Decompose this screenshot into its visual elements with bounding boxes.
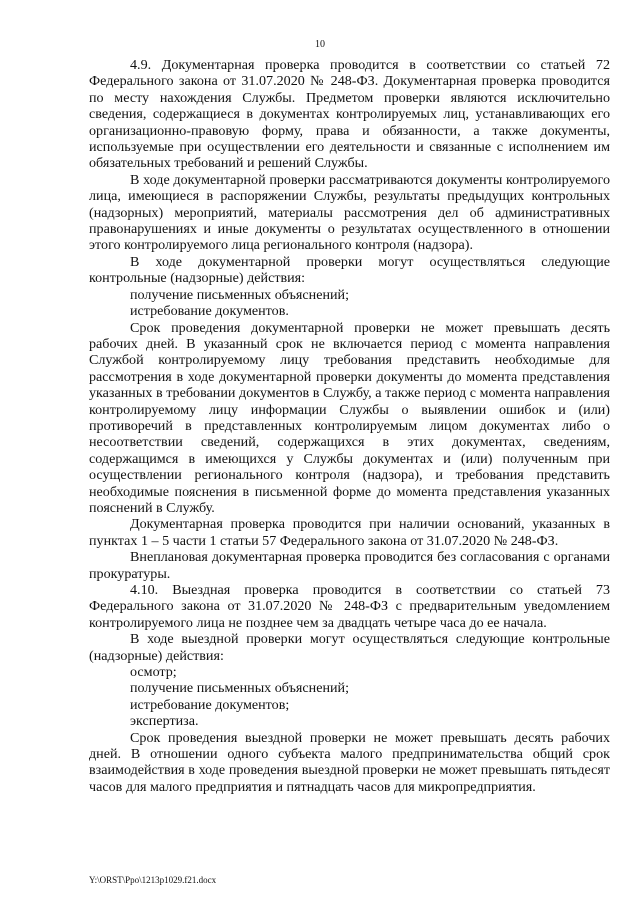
list-item: получение письменных объяснений; <box>130 286 349 303</box>
list-item: истребование документов; <box>130 696 290 713</box>
paragraph-documentary-scope: В ходе документарной проверки рассматриваются документы контролируемого лица, имеющиеся в распоряжении Службы, результаты предыдущих контрольных (надзорных) мероприятий, материалы рассмотрения дел об административных правонарушениях и иные документы о результатах осуществленного в отношении этого контролируемого лица регионального контроля (надзора). <box>89 171 610 254</box>
list-item: истребование документов. <box>130 303 289 320</box>
list-item: экспертиза. <box>130 713 199 730</box>
paragraph-documentary-grounds: Документарная проверка проводится при наличии оснований, указанных в пунктах 1 – 5 части 1 статьи 57 Федерального закона от 31.07.2020 № 248-ФЗ. <box>89 516 610 549</box>
list-item: получение письменных объяснений; <box>130 680 349 697</box>
document-body <box>89 57 610 795</box>
paragraph-4-10: 4.10. Выездная проверка проводится в соответствии со статьей 73 Федерального закона от 31.07.2020 № 248-ФЗ с предварительным уведомлением контролируемого лица не позднее чем за двадцать четыре часа до ее начала. <box>89 582 610 631</box>
paragraph-field-term: Срок проведения выездной проверки не может превышать десять рабочих дней. В отношении одного субъекта малого предпринимательства общий срок взаимодействия в ходе проведения выездной проверки не может превышать пятьдесят часов для малого предприятия и пятнадцать часов для микропредприятия. <box>89 729 610 795</box>
paragraph-field-actions: В ходе выездной проверки могут осуществляться следующие контрольные (надзорные) действия: <box>89 631 610 664</box>
paragraph-documentary-term: Срок проведения документарной проверки не может превышать десять рабочих дней. В указанный срок не включается период с момента направления Службой контролируемому лицу требования представить необходимые для рассмотрения в ходе документарной проверки документы до момента представления указанных в требовании документов в Службу, а также период с момента направления контролируемому лицу информации Службы о выявлении ошибок и (или) противоречий в представленных контролируемым лицом документах либо о несоответствии сведений, содержащихся в этих документах, сведениям, содержащимся в имеющихся у Службы документах и (или) полученным при осуществлении регионального контроля (надзора), и требования представить необходимые пояснения в письменной форме до момента представления указанных пояснений в Службу. <box>89 319 610 516</box>
paragraph-4-9: 4.9. Документарная проверка проводится в соответствии со статьей 72 Федерального закона от 31.07.2020 № 248-ФЗ. Документарная проверка проводится по месту нахождения Службы. Предметом проверки являются исключительно сведения, содержащиеся в документах контролируемых лиц, устанавливающих его организационно-правовую форму, права и обязанности, а также документы, используемые при осуществлении его деятельности и связанные с исполнением им обязательных требований и решений Службы. <box>89 57 610 172</box>
paragraph-unscheduled: Внеплановая документарная проверка проводится без согласования с органами прокуратуры. <box>89 549 610 582</box>
footer-file-path: Y:\ORST\Ppo\1213p1029.f21.docx <box>89 875 217 885</box>
list-item: осмотр; <box>130 664 177 681</box>
paragraph-documentary-actions: В ходе документарной проверки могут осуществляться следующие контрольные (надзорные) действия: <box>89 253 610 287</box>
page-number: 10 <box>315 39 325 50</box>
